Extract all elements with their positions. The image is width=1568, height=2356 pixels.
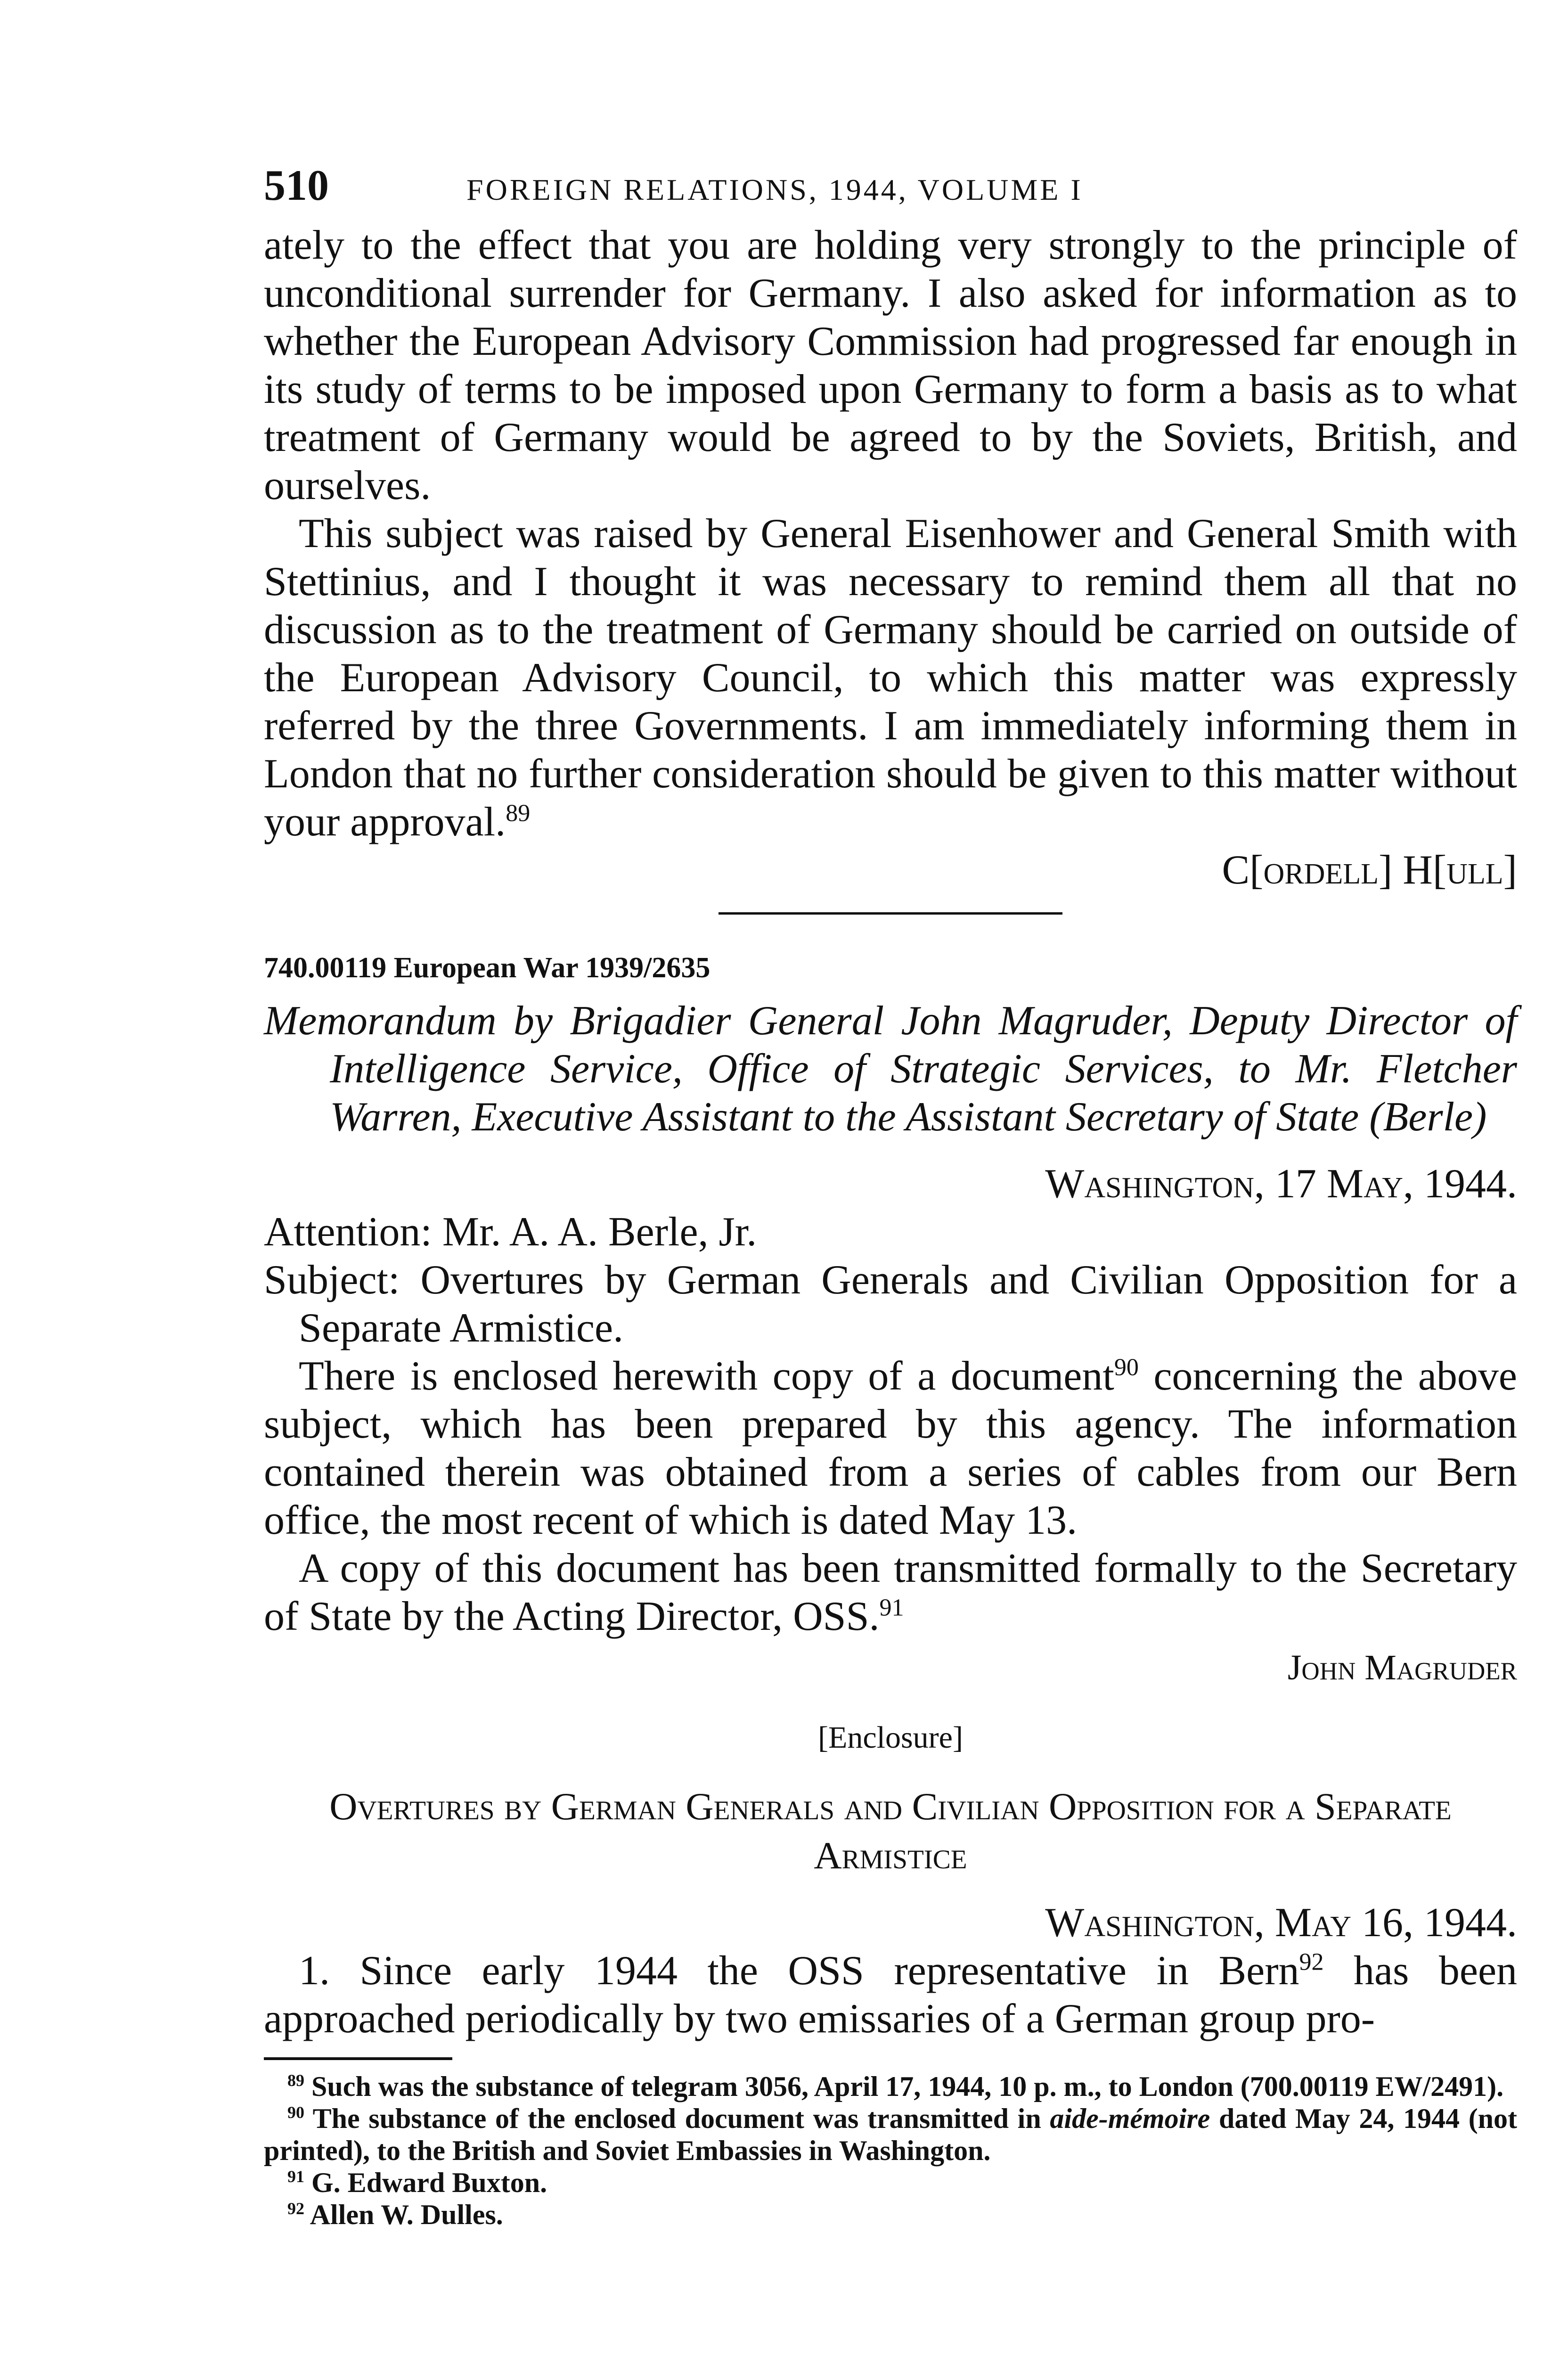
footnote-marker: 92 [287, 2199, 304, 2218]
memo-subject: Subject: Overtures by German Generals and Civilian Opposition for a Separate Armistice. [264, 1257, 1517, 1351]
memo-paragraph-1 [264, 1352, 1517, 1545]
footnote-text: Allen W. Dulles. [310, 2199, 503, 2230]
memo-paragraph-2-text: A copy of this document has been transmitted formally to the Secretary of State by the Acting Director, OSS. [264, 1546, 1517, 1639]
footnote-marker: 90 [287, 2103, 304, 2122]
enclosure-title: Overtures by German Generals and Civilian Opposition for a Separate Armistice [329, 1785, 1452, 1877]
page-number: 510 [264, 161, 329, 209]
letter-paragraph-1: ately to the effect that you are holding very strongly to the principle of unconditional surrender for Germany. I also asked for information as to whether the European Advisory Commission had progressed far enough in its study of terms to be imposed upon Germany to form a basis as to what treatment of Germany would be agreed to by the Soviets, British, and ourselves. [264, 222, 1517, 508]
memo-paragraph-1-text-b: concerning the above subject, which has been prepared by this agency. The information contained therein was obtained from a series of cables from our Bern office, the most recent of which is dated May 13. [264, 1353, 1517, 1543]
document-page [264, 160, 1517, 2231]
footnote-ref-91: 91 [879, 1594, 904, 1621]
enclosure-paragraph-1 [264, 1947, 1517, 2043]
memo-title: Memorandum by Brigadier General John Magruder, Deputy Director of Intelligence Service, Office of Strategic Services, to Mr. Fletcher Warren, Executive Assistant to the Assistant Secretary of State (Berle) [264, 998, 1517, 1140]
footnote-text: dated May 24, 1944 (not printed), to the British and Soviet Embassies in Washington. [264, 2103, 1518, 2166]
footnote-ref-92: 92 [1299, 1948, 1324, 1976]
footnote-text: Such was the substance of telegram 3056, April 17, 1944, 10 p. m., to London (700.00119 EW/2491). [311, 2071, 1504, 2102]
memo-dateline: Washington, 17 May, 1944. [1045, 1161, 1517, 1207]
letter-signature: C[ordell] H[ull] [1222, 847, 1517, 893]
footnote-marker: 89 [287, 2071, 304, 2090]
footnote-text: The substance of the enclosed document was transmitted in [312, 2103, 1050, 2134]
footnote-ref-90: 90 [1114, 1354, 1139, 1381]
letter-paragraph-2 [264, 510, 1517, 846]
memo-paragraph-2 [264, 1545, 1517, 1641]
footnote-text-italic: aide-mémoire [1050, 2103, 1210, 2134]
memo-paragraph-1-text-a: There is enclosed herewith copy of a document [299, 1353, 1114, 1399]
enclosure-label: [Enclosure] [818, 1720, 963, 1755]
footnote-text: G. Edward Buxton. [311, 2167, 547, 2198]
letter-paragraph-2-text: This subject was raised by General Eisenhower and General Smith with Stettinius, and I thought it was necessary to remind them all that no discussion as to the treatment of Germany should be carried on outside of the European Advisory Council, to which this matter was expressly referred by the three Governments. I am immediately informing them in London that no further consideration should be given to this matter without your approval. [264, 511, 1517, 845]
enclosure-paragraph-1-text-b: has been approached periodically by two emissaries of a German group pro- [264, 1948, 1518, 2042]
footnote-90 [264, 2102, 1517, 2167]
footnote-92 [264, 2199, 1517, 2231]
memo-signature: John Magruder [1287, 1648, 1517, 1687]
footnote-rule [264, 2057, 452, 2060]
footnote-marker: 91 [287, 2167, 304, 2186]
file-number: 740.00119 European War 1939/2635 [264, 952, 710, 984]
page-header [264, 160, 1517, 221]
running-title: FOREIGN RELATIONS, 1944, VOLUME I [466, 173, 1083, 206]
footnote-91 [264, 2167, 1517, 2199]
footnote-89 [264, 2070, 1517, 2102]
enclosure-dateline: Washington, May 16, 1944. [1045, 1900, 1517, 1946]
footnote-ref-89: 89 [506, 800, 531, 827]
memo-attention: Attention: Mr. A. A. Berle, Jr. [264, 1209, 757, 1255]
enclosure-paragraph-1-text-a: 1. Since early 1944 the OSS representative in Bern [299, 1948, 1299, 1994]
section-divider [719, 912, 1062, 915]
